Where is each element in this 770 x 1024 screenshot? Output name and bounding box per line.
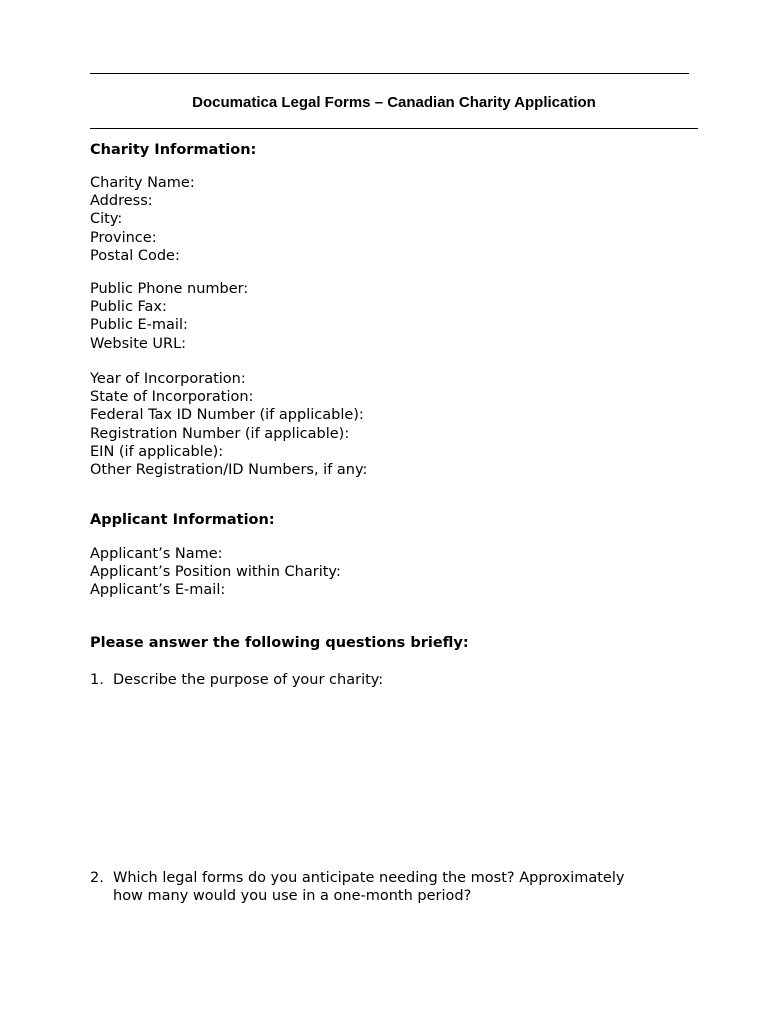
field-label-ein: EIN (if applicable): [90,443,224,460]
field-label-address: Address: [90,193,153,210]
question-text-line-2: how many would you use in a one-month period? [113,888,472,904]
field-label-postal-code: Postal Code: [90,247,180,264]
field-label-federal-tax-id: Federal Tax ID Number (if applicable): [90,407,364,424]
field-label-public-email: Public E-mail: [90,317,188,334]
field-label-charity-name: Charity Name: [90,175,195,191]
field-label-applicant-email: Applicant’s E-mail: [90,582,226,599]
field-label-city: City: [90,211,123,228]
charity-contact-fields [90,174,195,265]
charity-information-heading: Charity Information: [90,142,257,158]
question-text: Describe the purpose of your charity: [113,672,384,688]
question-text-line-1: Which legal forms do you anticipate needing the most? Approximately [113,870,625,886]
field-label-registration-number: Registration Number (if applicable): [90,425,350,442]
document-title: Documatica Legal Forms – Canadian Charity Application [192,94,596,111]
applicant-fields [90,545,341,600]
field-label-state-of-incorporation: State of Incorporation: [90,389,254,406]
field-label-applicant-name: Applicant’s Name: [90,546,223,562]
question-number: 2. [90,870,104,886]
charity-public-fields [90,280,248,353]
field-label-province: Province: [90,229,157,246]
field-label-website-url: Website URL: [90,335,187,352]
header-top-rule [90,73,689,74]
question-number: 1. [90,672,104,688]
charity-registration-fields [90,370,367,479]
field-label-year-of-incorporation: Year of Incorporation: [90,371,246,387]
field-label-public-fax: Public Fax: [90,299,167,316]
field-label-applicant-position: Applicant’s Position within Charity: [90,564,341,581]
questions-heading: Please answer the following questions briefly: [90,635,469,651]
header-bottom-rule [90,128,698,129]
applicant-information-heading: Applicant Information: [90,512,275,528]
field-label-public-phone: Public Phone number: [90,281,249,297]
field-label-other-registration: Other Registration/ID Numbers, if any: [90,462,368,479]
